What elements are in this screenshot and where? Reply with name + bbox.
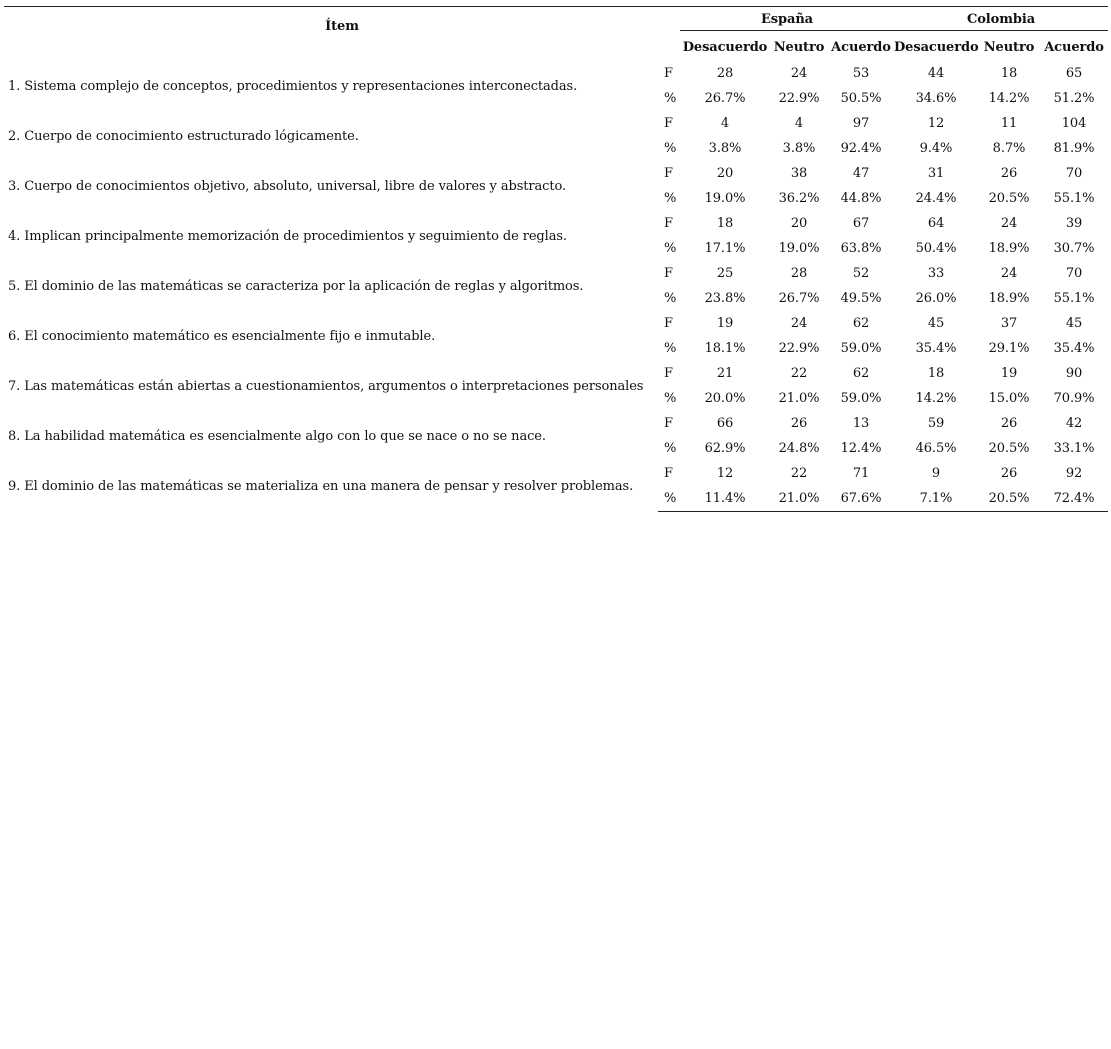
column-header-neutro-colombia: Neutro xyxy=(983,39,1035,55)
frequency-label: F xyxy=(664,266,673,281)
percentage-cell-neutro-espana: 22.9% xyxy=(778,91,820,106)
percentage-cell-desacuerdo-espana: 62.9% xyxy=(704,441,746,456)
frequency-cell-neutro-espana: 24 xyxy=(790,316,808,331)
frequency-cell-neutro-espana: 24 xyxy=(790,66,808,81)
frequency-cell-desacuerdo-espana: 21 xyxy=(716,366,734,381)
table-row-frequency xyxy=(4,111,1108,136)
frequency-cell-acuerdo-colombia: 39 xyxy=(1065,216,1083,231)
percentage-cell-neutro-colombia: 29.1% xyxy=(988,341,1030,356)
table-row-frequency xyxy=(4,161,1108,186)
percentage-cell-desacuerdo-espana: 11.4% xyxy=(680,486,770,512)
frequency-cell-desacuerdo-espana: 20 xyxy=(716,166,734,181)
frequency-cell-neutro-colombia: 26 xyxy=(1000,466,1018,481)
percentage-cell-acuerdo-colombia: 70.9% xyxy=(1053,391,1095,406)
frequency-cell-desacuerdo-espana: 28 xyxy=(716,66,734,81)
document-page xyxy=(4,6,1108,512)
frequency-label: F xyxy=(664,316,673,331)
frequency-cell-desacuerdo-colombia: 44 xyxy=(927,66,945,81)
percentage-cell-acuerdo-espana: 59.0% xyxy=(840,391,882,406)
frequency-cell-neutro-espana: 22 xyxy=(790,466,808,481)
frequency-cell-desacuerdo-colombia: 33 xyxy=(927,266,945,281)
frequency-cell-neutro-colombia: 24 xyxy=(1000,266,1018,281)
frequency-cell-desacuerdo-colombia: 9 xyxy=(931,466,941,481)
frequency-cell-neutro-colombia: 18 xyxy=(1000,66,1018,81)
frequency-cell-acuerdo-colombia: 65 xyxy=(1065,66,1083,81)
percentage-cell-acuerdo-colombia: 81.9% xyxy=(1053,141,1095,156)
frequency-cell-acuerdo-colombia: 42 xyxy=(1065,416,1083,431)
frequency-cell-neutro-espana: 26 xyxy=(790,416,808,431)
percentage-cell-neutro-espana: 3.8% xyxy=(782,141,816,156)
percentage-cell-desacuerdo-colombia: 24.4% xyxy=(915,191,957,206)
table-row-frequency xyxy=(4,211,1108,236)
item-statement: 2. Cuerpo de conocimiento estructurado lógicamente. xyxy=(8,128,359,144)
percentage-cell-neutro-colombia: 20.5% xyxy=(988,191,1030,206)
percentage-cell-acuerdo-colombia: 51.2% xyxy=(1053,91,1095,106)
percentage-cell-desacuerdo-espana: 3.8% xyxy=(708,141,742,156)
frequency-cell-acuerdo-espana: 62 xyxy=(852,366,870,381)
frequency-cell-desacuerdo-espana: 4 xyxy=(720,116,730,131)
percentage-cell-neutro-espana: 24.8% xyxy=(778,441,820,456)
frequency-cell-neutro-colombia: 24 xyxy=(1000,216,1018,231)
percentage-cell-acuerdo-colombia: 30.7% xyxy=(1053,241,1095,256)
table-row-frequency xyxy=(4,61,1108,86)
percentage-label: % xyxy=(664,141,677,156)
column-header-neutro-espana: Neutro xyxy=(773,39,825,55)
percentage-cell-neutro-colombia: 18.9% xyxy=(988,291,1030,306)
percentage-cell-desacuerdo-espana: 19.0% xyxy=(704,191,746,206)
frequency-cell-desacuerdo-espana: 18 xyxy=(716,216,734,231)
frequency-label: F xyxy=(664,366,673,381)
frequency-cell-desacuerdo-colombia: 64 xyxy=(927,216,945,231)
percentage-cell-acuerdo-colombia: 72.4% xyxy=(1040,486,1108,512)
table-header xyxy=(4,7,1108,62)
percentage-cell-neutro-espana: 21.0% xyxy=(770,486,828,512)
percentage-cell-desacuerdo-colombia: 14.2% xyxy=(915,391,957,406)
frequency-cell-acuerdo-colombia: 92 xyxy=(1065,466,1083,481)
column-header-desacuerdo-espana: Desacuerdo xyxy=(682,39,768,55)
item-statement: 3. Cuerpo de conocimientos objetivo, absoluto, universal, libre de valores y abstracto. xyxy=(8,178,567,194)
percentage-cell-acuerdo-colombia: 33.1% xyxy=(1053,441,1095,456)
frequency-cell-neutro-espana: 22 xyxy=(790,366,808,381)
percentage-cell-desacuerdo-espana: 20.0% xyxy=(704,391,746,406)
percentage-cell-acuerdo-espana: 59.0% xyxy=(840,341,882,356)
item-statement: 4. Implican principalmente memorización de procedimientos y seguimiento de reglas. xyxy=(8,228,567,244)
frequency-cell-acuerdo-colombia: 70 xyxy=(1065,166,1083,181)
percentage-cell-desacuerdo-espana: 18.1% xyxy=(704,341,746,356)
percentage-cell-neutro-espana: 22.9% xyxy=(778,341,820,356)
frequency-cell-acuerdo-espana: 52 xyxy=(852,266,870,281)
frequency-cell-neutro-colombia: 37 xyxy=(1000,316,1018,331)
frequency-cell-acuerdo-colombia: 90 xyxy=(1065,366,1083,381)
percentage-cell-desacuerdo-colombia: 34.6% xyxy=(915,91,957,106)
item-statement: 9. El dominio de las matemáticas se materializa en una manera de pensar y resolver problemas. xyxy=(8,478,634,494)
percentage-cell-desacuerdo-colombia: 46.5% xyxy=(915,441,957,456)
item-statement: 7. Las matemáticas están abiertas a cuestionamientos, argumentos o interpretaciones personales xyxy=(8,378,644,394)
group-header-espana: España xyxy=(680,7,894,31)
frequency-label: F xyxy=(664,116,673,131)
frequency-cell-acuerdo-espana: 47 xyxy=(852,166,870,181)
frequency-label: F xyxy=(664,216,673,231)
frequency-cell-desacuerdo-colombia: 59 xyxy=(927,416,945,431)
percentage-cell-acuerdo-espana: 44.8% xyxy=(840,191,882,206)
percentage-cell-acuerdo-espana: 63.8% xyxy=(840,241,882,256)
percentage-label: % xyxy=(664,191,677,206)
item-column-header: Ítem xyxy=(4,7,680,62)
percentage-cell-desacuerdo-colombia: 9.4% xyxy=(919,141,953,156)
frequency-cell-neutro-espana: 38 xyxy=(790,166,808,181)
frequency-cell-desacuerdo-colombia: 31 xyxy=(927,166,945,181)
frequency-cell-acuerdo-espana: 97 xyxy=(852,116,870,131)
percentage-label: % xyxy=(664,241,677,256)
percentage-label: % xyxy=(664,341,677,356)
frequency-cell-desacuerdo-espana: 12 xyxy=(716,466,734,481)
frequency-cell-neutro-colombia: 11 xyxy=(1000,116,1018,131)
item-statement: 5. El dominio de las matemáticas se caracteriza por la aplicación de reglas y algoritmos. xyxy=(8,278,584,294)
frequency-cell-desacuerdo-espana: 19 xyxy=(716,316,734,331)
percentage-cell-desacuerdo-colombia: 26.0% xyxy=(915,291,957,306)
table-row-frequency xyxy=(4,461,1108,486)
survey-results-table xyxy=(4,6,1108,512)
table-body xyxy=(4,61,1108,512)
frequency-cell-desacuerdo-colombia: 18 xyxy=(927,366,945,381)
frequency-cell-neutro-espana: 4 xyxy=(794,116,804,131)
percentage-cell-neutro-espana: 36.2% xyxy=(778,191,820,206)
frequency-cell-neutro-colombia: 26 xyxy=(1000,416,1018,431)
percentage-cell-desacuerdo-espana: 17.1% xyxy=(704,241,746,256)
percentage-cell-acuerdo-colombia: 55.1% xyxy=(1053,191,1095,206)
table-row-frequency xyxy=(4,361,1108,386)
percentage-cell-neutro-colombia: 14.2% xyxy=(988,91,1030,106)
frequency-cell-neutro-colombia: 26 xyxy=(1000,166,1018,181)
percentage-cell-acuerdo-colombia: 35.4% xyxy=(1053,341,1095,356)
frequency-cell-desacuerdo-colombia: 12 xyxy=(927,116,945,131)
frequency-cell-acuerdo-colombia: 104 xyxy=(1061,116,1087,131)
frequency-cell-desacuerdo-espana: 66 xyxy=(716,416,734,431)
frequency-cell-neutro-espana: 28 xyxy=(790,266,808,281)
percentage-cell-neutro-colombia: 15.0% xyxy=(988,391,1030,406)
percentage-cell-desacuerdo-espana: 26.7% xyxy=(704,91,746,106)
column-header-acuerdo-espana: Acuerdo xyxy=(831,39,891,55)
percentage-cell-desacuerdo-colombia: 7.1% xyxy=(894,486,978,512)
percentage-cell-neutro-espana: 19.0% xyxy=(778,241,820,256)
frequency-cell-acuerdo-espana: 53 xyxy=(852,66,870,81)
frequency-cell-acuerdo-espana: 67 xyxy=(852,216,870,231)
frequency-cell-desacuerdo-espana: 25 xyxy=(716,266,734,281)
frequency-label: F xyxy=(664,166,673,181)
column-header-acuerdo-colombia: Acuerdo xyxy=(1044,39,1104,55)
frequency-cell-acuerdo-colombia: 70 xyxy=(1065,266,1083,281)
percentage-cell-desacuerdo-colombia: 50.4% xyxy=(915,241,957,256)
percentage-cell-neutro-colombia: 8.7% xyxy=(992,141,1026,156)
percentage-cell-acuerdo-espana: 12.4% xyxy=(840,441,882,456)
table-row-frequency xyxy=(4,311,1108,336)
percentage-cell-desacuerdo-colombia: 35.4% xyxy=(915,341,957,356)
frequency-cell-neutro-espana: 20 xyxy=(790,216,808,231)
table-row-frequency xyxy=(4,261,1108,286)
percentage-cell-neutro-colombia: 18.9% xyxy=(988,241,1030,256)
frequency-cell-acuerdo-espana: 71 xyxy=(852,466,870,481)
frequency-cell-acuerdo-colombia: 45 xyxy=(1065,316,1083,331)
table-row-frequency xyxy=(4,411,1108,436)
percentage-cell-acuerdo-espana: 67.6% xyxy=(828,486,894,512)
frequency-cell-neutro-colombia: 19 xyxy=(1000,366,1018,381)
percentage-cell-acuerdo-espana: 92.4% xyxy=(840,141,882,156)
percentage-cell-desacuerdo-espana: 23.8% xyxy=(704,291,746,306)
percentage-cell-acuerdo-espana: 49.5% xyxy=(840,291,882,306)
percentage-label: % xyxy=(664,391,677,406)
percentage-label: % xyxy=(664,291,677,306)
column-header-desacuerdo-colombia: Desacuerdo xyxy=(894,39,979,55)
frequency-label: F xyxy=(664,66,673,81)
percentage-label: % xyxy=(664,91,677,106)
frequency-label: F xyxy=(664,416,673,431)
percentage-cell-acuerdo-espana: 50.5% xyxy=(840,91,882,106)
item-statement: 1. Sistema complejo de conceptos, procedimientos y representaciones interconectadas. xyxy=(8,78,578,94)
frequency-cell-acuerdo-espana: 13 xyxy=(852,416,870,431)
percentage-cell-neutro-espana: 26.7% xyxy=(778,291,820,306)
group-header-colombia: Colombia xyxy=(894,7,1108,31)
percentage-label: % xyxy=(658,486,680,512)
item-statement: 6. El conocimiento matemático es esencialmente fijo e inmutable. xyxy=(8,328,436,344)
percentage-label: % xyxy=(664,441,677,456)
percentage-cell-neutro-espana: 21.0% xyxy=(778,391,820,406)
frequency-cell-acuerdo-espana: 62 xyxy=(852,316,870,331)
percentage-cell-neutro-colombia: 20.5% xyxy=(978,486,1040,512)
percentage-cell-neutro-colombia: 20.5% xyxy=(988,441,1030,456)
item-statement: 8. La habilidad matemática es esencialmente algo con lo que se nace o no se nace. xyxy=(8,428,546,444)
frequency-cell-desacuerdo-colombia: 45 xyxy=(927,316,945,331)
percentage-cell-acuerdo-colombia: 55.1% xyxy=(1053,291,1095,306)
frequency-label: F xyxy=(664,466,673,481)
